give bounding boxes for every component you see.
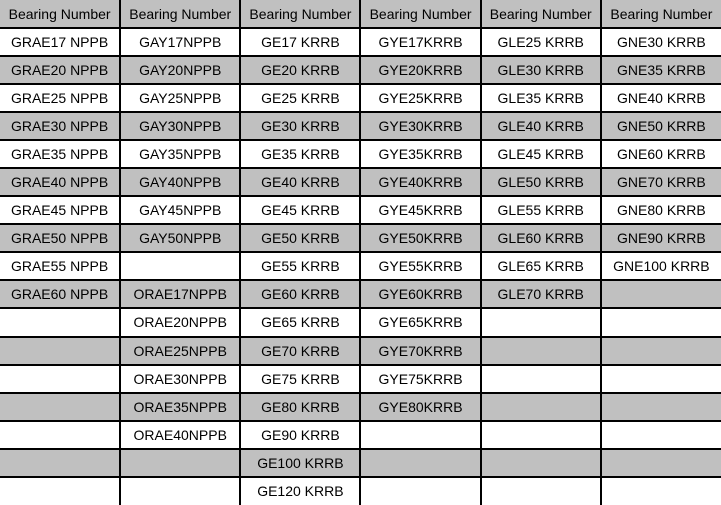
table-row — [0, 252, 721, 280]
bearing-number-cell: GRAE60 NPPB — [0, 280, 120, 308]
bearing-number-cell: GE70 KRRB — [240, 337, 360, 365]
bearing-number-cell: GLE50 KRRB — [481, 168, 601, 196]
table-row — [0, 168, 721, 196]
empty-cell — [0, 477, 120, 505]
table-row — [0, 337, 721, 365]
bearing-number-cell: GE100 KRRB — [240, 449, 360, 477]
bearing-number-cell: GAY40NPPB — [120, 168, 240, 196]
bearing-number-cell: GLE60 KRRB — [481, 224, 601, 252]
empty-cell — [481, 421, 601, 449]
table-row — [0, 112, 721, 140]
bearing-number-cell: GE17 KRRB — [240, 28, 360, 56]
table-body — [0, 28, 721, 505]
bearing-number-cell: GAY17NPPB — [120, 28, 240, 56]
empty-cell — [0, 393, 120, 421]
empty-cell — [601, 393, 721, 421]
table-row — [0, 365, 721, 393]
bearing-number-cell: GLE55 KRRB — [481, 196, 601, 224]
bearing-number-cell: GNE40 KRRB — [601, 84, 721, 112]
empty-cell — [481, 449, 601, 477]
bearing-number-cell: GAY25NPPB — [120, 84, 240, 112]
bearing-number-cell: GRAE55 NPPB — [0, 252, 120, 280]
bearing-number-cell: GE65 KRRB — [240, 308, 360, 336]
bearing-number-cell: GRAE45 NPPB — [0, 196, 120, 224]
bearing-number-cell: GNE30 KRRB — [601, 28, 721, 56]
bearing-number-cell: GYE20KRRB — [360, 56, 480, 84]
empty-cell — [601, 365, 721, 393]
empty-cell — [481, 477, 601, 505]
bearing-number-cell: GLE30 KRRB — [481, 56, 601, 84]
column-header: Bearing Number — [601, 0, 721, 28]
bearing-number-cell: ORAE17NPPB — [120, 280, 240, 308]
bearing-number-cell: GE80 KRRB — [240, 393, 360, 421]
table-row — [0, 140, 721, 168]
bearing-number-cell: GRAE17 NPPB — [0, 28, 120, 56]
bearing-number-cell: GNE90 KRRB — [601, 224, 721, 252]
bearing-number-cell: GYE30KRRB — [360, 112, 480, 140]
empty-cell — [0, 308, 120, 336]
bearing-number-cell: GRAE30 NPPB — [0, 112, 120, 140]
bearing-number-cell: ORAE30NPPB — [120, 365, 240, 393]
bearing-number-cell: ORAE20NPPB — [120, 308, 240, 336]
bearing-number-cell: GYE17KRRB — [360, 28, 480, 56]
column-header: Bearing Number — [481, 0, 601, 28]
empty-cell — [0, 337, 120, 365]
bearing-number-cell: GLE70 KRRB — [481, 280, 601, 308]
bearing-number-cell: GE60 KRRB — [240, 280, 360, 308]
column-header: Bearing Number — [240, 0, 360, 28]
bearing-number-cell: GE45 KRRB — [240, 196, 360, 224]
empty-cell — [0, 421, 120, 449]
bearing-number-cell: GNE80 KRRB — [601, 196, 721, 224]
bearing-number-cell: GYE45KRRB — [360, 196, 480, 224]
bearing-number-cell: GLE40 KRRB — [481, 112, 601, 140]
bearing-number-cell: GRAE20 NPPB — [0, 56, 120, 84]
table-row — [0, 449, 721, 477]
bearing-number-cell: GE75 KRRB — [240, 365, 360, 393]
bearing-number-cell: GE50 KRRB — [240, 224, 360, 252]
bearing-number-cell: GLE25 KRRB — [481, 28, 601, 56]
empty-cell — [481, 337, 601, 365]
table-row — [0, 224, 721, 252]
bearing-number-cell: GNE60 KRRB — [601, 140, 721, 168]
empty-cell — [601, 337, 721, 365]
empty-cell — [120, 477, 240, 505]
empty-cell — [481, 308, 601, 336]
bearing-number-cell: GE35 KRRB — [240, 140, 360, 168]
table-row — [0, 308, 721, 336]
bearing-number-cell: GAY50NPPB — [120, 224, 240, 252]
bearing-number-cell: GYE80KRRB — [360, 393, 480, 421]
table-row — [0, 393, 721, 421]
bearing-number-cell: GE25 KRRB — [240, 84, 360, 112]
empty-cell — [601, 280, 721, 308]
column-header: Bearing Number — [360, 0, 480, 28]
bearing-number-cell: GE40 KRRB — [240, 168, 360, 196]
bearing-number-cell: GE55 KRRB — [240, 252, 360, 280]
bearing-number-cell: GE20 KRRB — [240, 56, 360, 84]
empty-cell — [601, 477, 721, 505]
column-header: Bearing Number — [0, 0, 120, 28]
bearing-number-cell: GNE35 KRRB — [601, 56, 721, 84]
table-row — [0, 196, 721, 224]
header-row — [0, 0, 721, 28]
bearing-number-cell: GLE35 KRRB — [481, 84, 601, 112]
empty-cell — [601, 421, 721, 449]
bearing-number-cell: GNE50 KRRB — [601, 112, 721, 140]
table-row — [0, 477, 721, 505]
bearing-number-cell: GAY30NPPB — [120, 112, 240, 140]
bearing-number-cell: GYE70KRRB — [360, 337, 480, 365]
bearing-number-cell: GE30 KRRB — [240, 112, 360, 140]
bearing-number-cell: ORAE35NPPB — [120, 393, 240, 421]
bearing-number-cell: GYE75KRRB — [360, 365, 480, 393]
empty-cell — [0, 365, 120, 393]
table-row — [0, 421, 721, 449]
empty-cell — [120, 449, 240, 477]
empty-cell — [360, 421, 480, 449]
bearing-number-cell: GE90 KRRB — [240, 421, 360, 449]
table-row — [0, 56, 721, 84]
bearing-number-cell: GRAE40 NPPB — [0, 168, 120, 196]
bearing-number-cell: GYE40KRRB — [360, 168, 480, 196]
bearing-number-cell: GYE65KRRB — [360, 308, 480, 336]
bearing-number-cell: GRAE50 NPPB — [0, 224, 120, 252]
bearing-number-cell: GNE100 KRRB — [601, 252, 721, 280]
column-header: Bearing Number — [120, 0, 240, 28]
empty-cell — [481, 365, 601, 393]
bearing-number-cell: GYE25KRRB — [360, 84, 480, 112]
bearing-number-cell: GNE70 KRRB — [601, 168, 721, 196]
table-header-row — [0, 0, 721, 28]
empty-cell — [601, 449, 721, 477]
empty-cell — [360, 477, 480, 505]
bearing-number-cell: GLE45 KRRB — [481, 140, 601, 168]
bearing-number-cell: GYE60KRRB — [360, 280, 480, 308]
bearing-number-cell: GYE55KRRB — [360, 252, 480, 280]
bearing-number-cell: GRAE25 NPPB — [0, 84, 120, 112]
empty-cell — [601, 308, 721, 336]
bearing-number-cell: GE120 KRRB — [240, 477, 360, 505]
empty-cell — [120, 252, 240, 280]
empty-cell — [360, 449, 480, 477]
table-row — [0, 28, 721, 56]
bearing-number-cell: GRAE35 NPPB — [0, 140, 120, 168]
empty-cell — [481, 393, 601, 421]
bearing-number-cell: GAY35NPPB — [120, 140, 240, 168]
bearing-number-cell: GLE65 KRRB — [481, 252, 601, 280]
bearing-number-cell: ORAE40NPPB — [120, 421, 240, 449]
table-row — [0, 280, 721, 308]
bearing-number-cell: GYE35KRRB — [360, 140, 480, 168]
bearing-number-cell: ORAE25NPPB — [120, 337, 240, 365]
bearing-number-cell: GYE50KRRB — [360, 224, 480, 252]
bearing-number-cell: GAY20NPPB — [120, 56, 240, 84]
empty-cell — [0, 449, 120, 477]
table-row — [0, 84, 721, 112]
bearing-number-cell: GAY45NPPB — [120, 196, 240, 224]
